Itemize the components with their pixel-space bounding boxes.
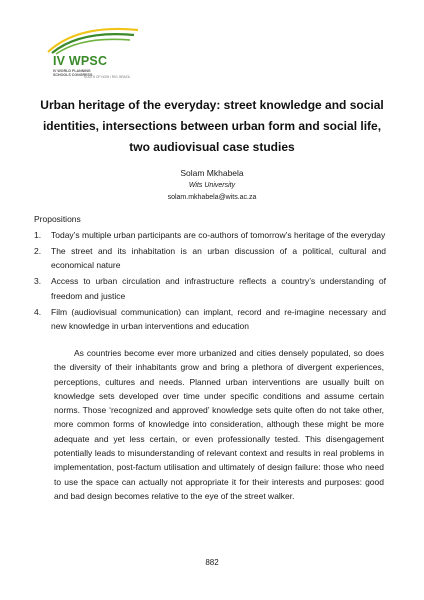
- list-item: [34, 244, 386, 273]
- list-text: The street and its inhabitation is an urban discussion of a political, cultural and economical nature: [51, 245, 386, 271]
- paper-title: Urban heritage of the everyday: street knowledge and social identities, intersections between urban form and social life, two audiovisual case studies: [40, 98, 384, 154]
- author-name: Solam Mkhabela: [180, 168, 244, 178]
- author-affiliation: Wits University: [188, 182, 236, 189]
- logo-subtitle-line: SCHOOLS CONGRESS: [53, 73, 93, 78]
- list-text: Today’s multiple urban participants are co-authors of tomorrow’s heritage of the everyday: [51, 230, 386, 240]
- list-item: [34, 274, 386, 303]
- logo-subtitle-line: IV WORLD PLANNING: [53, 69, 91, 73]
- list-text: Film (audiovisual communication) can implant, record and re-imagine necessary and new knowledge in urban interventions and education: [51, 306, 386, 331]
- list-number: 2.: [34, 245, 42, 256]
- logo-title: IV WPSC: [53, 54, 108, 68]
- list-number: 1.: [34, 230, 42, 240]
- body-paragraph: As countries become ever more urbanized and cities densely populated, so does the diversity of their inhabitants grow and bring a plethora of divergent experiences, perceptions, cultures and needs. Planned urban interventions are usually built on knowledge sets developed over time under specific conditions and assume certain norms. Those ‘recognized and approved’ knowledge sets quite often do not take other, more common forms of knowledge into consideration, although these might be more adequate and yet less certain, or even professionally tested. This disengagement potentially leads to misunderstanding of relevant context and results in real problems in implementation, post-factum utilisation and ultimately of design failure: those who need to use the space can actually not appropriate it for their interests and purposes: good and bad design becomes relative to the eye of the street walker.: [54, 348, 384, 501]
- list-item: [34, 228, 386, 242]
- list-item: [34, 305, 386, 334]
- logo-mark-icon: [38, 22, 148, 56]
- author-email: solam.mkhabela@wits.ac.za: [167, 194, 257, 201]
- propositions-list: [34, 228, 386, 335]
- list-text: Access to urban circulation and infrastructure reflects a country’s understanding of freedom and justice: [51, 276, 386, 301]
- congress-logo: [38, 22, 148, 92]
- page-number: 882: [205, 558, 219, 567]
- logo-place: SOUTH OF NOW / RIO, BRAZIL: [84, 75, 131, 79]
- list-number: 3.: [34, 276, 42, 287]
- list-number: 4.: [34, 306, 42, 317]
- propositions-heading: Propositions: [34, 214, 81, 224]
